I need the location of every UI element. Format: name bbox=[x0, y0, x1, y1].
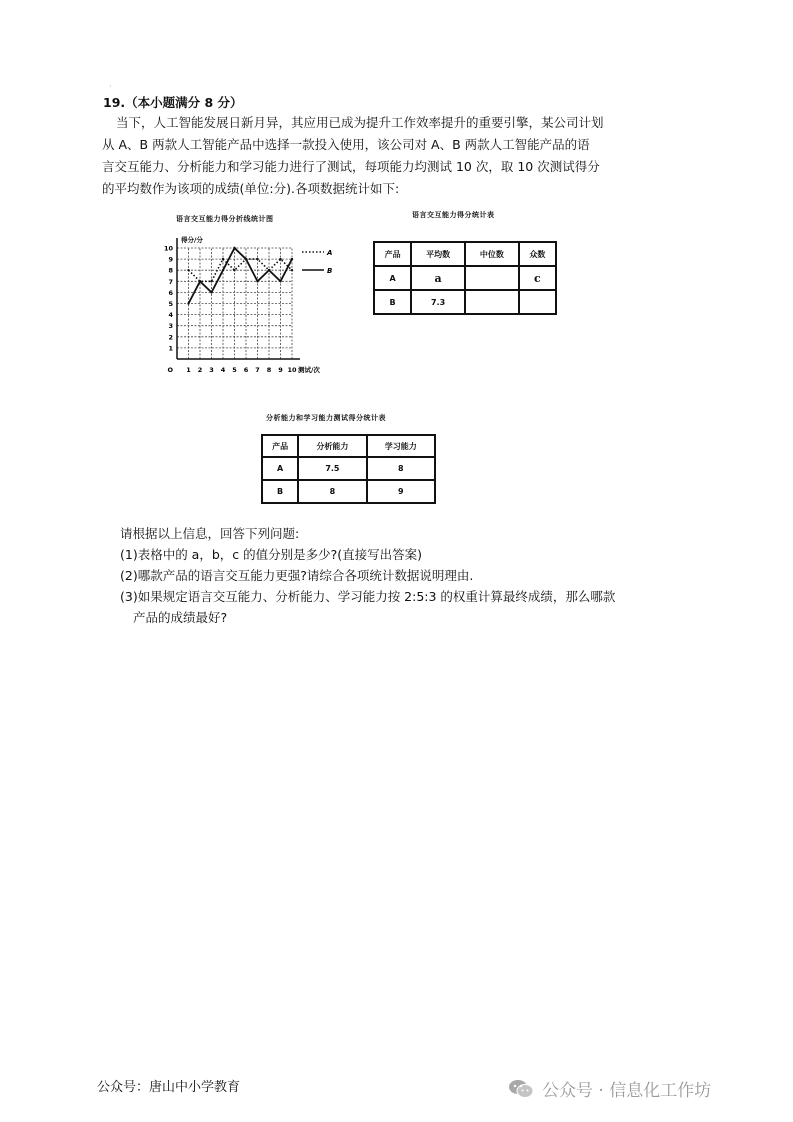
y-tick-label: 3 bbox=[168, 322, 173, 331]
sub-questions bbox=[120, 523, 615, 628]
paragraph-line: 的平均数作为该项的成绩(单位:分).各项数据统计如下: bbox=[102, 181, 400, 196]
y-tick-label: 1 bbox=[168, 344, 173, 353]
table-cell: 8 bbox=[298, 480, 366, 503]
data-point-A bbox=[291, 269, 293, 271]
data-point-A bbox=[279, 258, 281, 260]
table1-title: 语言交互能力得分统计表 bbox=[412, 211, 495, 219]
table2-title: 分析能力和学习能力测试得分统计表 bbox=[266, 414, 386, 422]
table-cell bbox=[519, 290, 556, 314]
y-tick-label: 4 bbox=[168, 311, 173, 320]
data-point-B bbox=[210, 291, 212, 293]
prompt-intro: 请根据以上信息，回答下列问题: bbox=[120, 526, 300, 541]
table-cell: B bbox=[262, 480, 298, 503]
chart-title: 语言交互能力得分折线统计图 bbox=[176, 215, 274, 223]
table-cell bbox=[465, 290, 519, 314]
data-point-B bbox=[256, 280, 258, 282]
data-point-B bbox=[291, 258, 293, 260]
y-axis-label: 得分/分 bbox=[181, 236, 203, 244]
y-tick-label: 9 bbox=[168, 255, 173, 264]
table-cell: 7.3 bbox=[411, 290, 465, 314]
table-cell: A bbox=[374, 266, 411, 290]
data-point-A bbox=[187, 269, 189, 271]
table-cell: A bbox=[262, 457, 298, 480]
sub-question: (1)表格中的 a，b，c 的值分别是多少?(直接写出答案) bbox=[120, 547, 423, 562]
x-axis-label: 测试/次 bbox=[298, 366, 320, 374]
sub-question: 产品的成绩最好? bbox=[133, 610, 228, 625]
stray-mark: · bbox=[109, 82, 112, 91]
x-tick-label: 6 bbox=[243, 366, 249, 374]
table-header: 众数 bbox=[519, 242, 556, 266]
sub-question: (3)如果规定语言交互能力、分析能力、学习能力按 2:5:3 的权重计算最终成绩，那么哪款 bbox=[120, 589, 616, 604]
line-chart bbox=[160, 228, 340, 378]
origin-label: O bbox=[167, 366, 173, 374]
y-tick-label: 6 bbox=[168, 288, 173, 297]
y-tick-label: 2 bbox=[168, 333, 173, 342]
data-point-B bbox=[187, 302, 189, 304]
paragraph-line: 从 A、B 两款人工智能产品中选择一款投入使用，该公司对 A、B 两款人工智能产品的语 bbox=[102, 137, 590, 152]
x-tick-label: 2 bbox=[197, 366, 203, 374]
table-header: 学习能力 bbox=[367, 435, 435, 457]
data-point-B bbox=[199, 280, 201, 282]
y-tick-label: 7 bbox=[168, 277, 173, 286]
data-point-A bbox=[256, 258, 258, 260]
table-header: 分析能力 bbox=[298, 435, 366, 457]
question-heading bbox=[103, 93, 243, 111]
y-tick-label: 5 bbox=[168, 300, 173, 308]
legend-label: B bbox=[327, 267, 333, 275]
question-paragraph bbox=[102, 112, 656, 200]
data-point-B bbox=[245, 258, 247, 260]
table-header: 中位数 bbox=[465, 242, 519, 266]
x-tick-label: 3 bbox=[209, 366, 214, 374]
footer-right-text: 公众号 · 信息化工作坊 bbox=[542, 1081, 712, 1101]
table-header: 平均数 bbox=[411, 242, 465, 266]
table-header: 产品 bbox=[262, 435, 298, 457]
x-tick-label: 5 bbox=[232, 366, 237, 374]
paragraph-line: 言交互能力、分析能力和学习能力进行了测试，每项能力均测试 10 次，取 10 次测试得分 bbox=[102, 159, 600, 174]
x-tick-label: 4 bbox=[220, 366, 226, 374]
sub-question: (2)哪款产品的语言交互能力更强?请综合各项统计数据说明理由. bbox=[120, 568, 474, 583]
data-point-A bbox=[233, 269, 235, 271]
series-line-B bbox=[189, 248, 293, 304]
footer-right bbox=[508, 1076, 711, 1101]
language-score-table bbox=[373, 241, 557, 315]
footer-left: 公众号：唐山中小学教育 bbox=[97, 1080, 241, 1095]
x-tick-label: 10 bbox=[287, 366, 297, 374]
data-point-B bbox=[222, 269, 224, 271]
table-cell: B bbox=[374, 290, 411, 314]
legend-label: A bbox=[327, 249, 333, 257]
table-cell: a bbox=[411, 266, 465, 290]
wechat-icon bbox=[508, 1079, 534, 1099]
paragraph-line: 当下，人工智能发展日新月异，其应用已成为提升工作效率提升的重要引擎，某公司计划 bbox=[116, 115, 604, 130]
x-tick-label: 1 bbox=[186, 366, 191, 374]
y-tick-label: 8 bbox=[168, 266, 173, 275]
data-point-A bbox=[222, 258, 224, 260]
question-number: 19. bbox=[103, 95, 126, 110]
data-point-B bbox=[279, 280, 281, 282]
x-tick-label: 8 bbox=[266, 366, 272, 374]
table-cell: 7.5 bbox=[298, 457, 366, 480]
data-point-A bbox=[210, 280, 212, 282]
y-tick-label: 10 bbox=[163, 244, 173, 253]
question-score-note: （本小题满分 8 分） bbox=[125, 95, 243, 110]
table-header: 产品 bbox=[374, 242, 411, 266]
table-cell: c bbox=[519, 266, 556, 290]
table-cell: 8 bbox=[367, 457, 435, 480]
x-tick-label: 9 bbox=[278, 366, 283, 374]
table-cell: 9 bbox=[367, 480, 435, 503]
data-point-B bbox=[233, 247, 235, 249]
analysis-learning-table bbox=[261, 434, 436, 504]
table-cell bbox=[465, 266, 519, 290]
data-point-B bbox=[268, 269, 270, 271]
x-tick-label: 7 bbox=[255, 366, 260, 374]
